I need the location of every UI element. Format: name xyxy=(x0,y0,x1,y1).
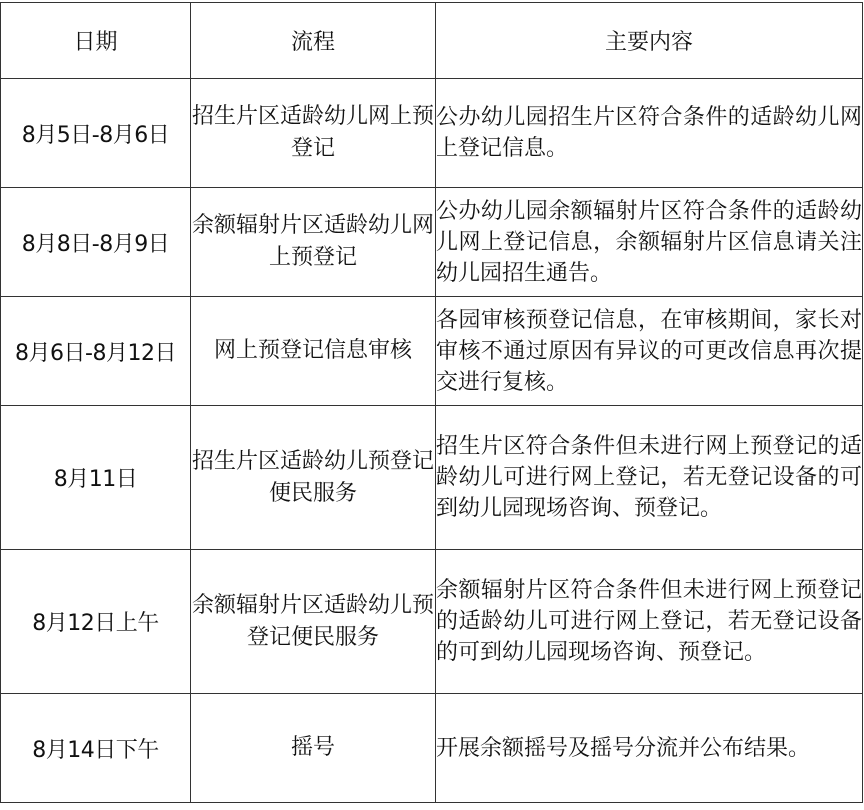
row-flow: 余额辐射片区适龄幼儿预登记便民服务 xyxy=(191,550,436,694)
enrollment-schedule-table xyxy=(0,2,863,803)
row-content: 各园审核预登记信息，在审核期间，家长对审核不通过原因有异议的可更改信息再次提交进行复核。 xyxy=(436,297,863,406)
row-date: 8月8日-8月9日 xyxy=(1,188,191,297)
row-date: 8月14日下午 xyxy=(1,694,191,803)
row-date: 8月12日上午 xyxy=(1,550,191,694)
row-date: 8月5日-8月6日 xyxy=(1,79,191,188)
header-content: 主要内容 xyxy=(436,3,863,79)
row-flow: 招生片区适龄幼儿网上预登记 xyxy=(191,79,436,188)
table-row xyxy=(1,79,863,188)
row-flow: 招生片区适龄幼儿预登记便民服务 xyxy=(191,406,436,550)
table-header-row xyxy=(1,3,863,79)
row-flow: 网上预登记信息审核 xyxy=(191,297,436,406)
table-row xyxy=(1,694,863,803)
row-flow: 摇号 xyxy=(191,694,436,803)
row-content: 招生片区符合条件但未进行网上预登记的适龄幼儿可进行网上登记，若无登记设备的可到幼儿园现场咨询、预登记。 xyxy=(436,406,863,550)
row-content: 余额辐射片区符合条件但未进行网上预登记的适龄幼儿可进行网上登记，若无登记设备的可到幼儿园现场咨询、预登记。 xyxy=(436,550,863,694)
header-date: 日期 xyxy=(1,3,191,79)
table-row xyxy=(1,297,863,406)
row-content: 公办幼儿园余额辐射片区符合条件的适龄幼儿网上登记信息，余额辐射片区信息请关注幼儿园招生通告。 xyxy=(436,188,863,297)
row-flow: 余额辐射片区适龄幼儿网上预登记 xyxy=(191,188,436,297)
row-content: 开展余额摇号及摇号分流并公布结果。 xyxy=(436,694,863,803)
table-row xyxy=(1,406,863,550)
table-row xyxy=(1,188,863,297)
table-row xyxy=(1,550,863,694)
header-flow: 流程 xyxy=(191,3,436,79)
row-content: 公办幼儿园招生片区符合条件的适龄幼儿网上登记信息。 xyxy=(436,79,863,188)
row-date: 8月11日 xyxy=(1,406,191,550)
row-date: 8月6日-8月12日 xyxy=(1,297,191,406)
